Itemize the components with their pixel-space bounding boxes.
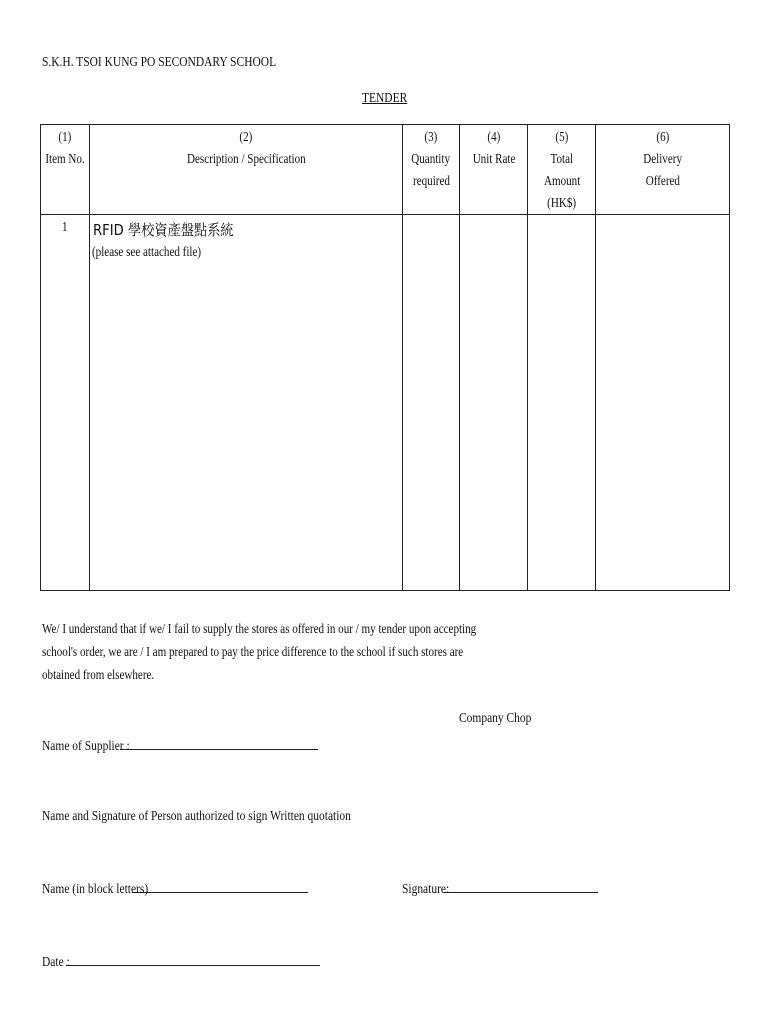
column-header-unit-rate: (4) Unit Rate xyxy=(460,125,528,215)
authorized-person-label: Name and Signature of Person authorized to sign Written quotation xyxy=(42,809,351,824)
column-header-item-no: (1) Item No. xyxy=(41,125,90,215)
column-header-quantity: (3) Quantity required xyxy=(402,125,460,215)
table-row xyxy=(41,215,730,591)
block-letters-input-line[interactable] xyxy=(132,880,308,893)
column-header-delivery: (6) Delivery Offered xyxy=(596,125,730,215)
school-name: S.K.H. TSOI KUNG PO SECONDARY SCHOOL xyxy=(42,55,277,70)
signature-field: Signature: xyxy=(402,880,598,898)
total-amount-cell[interactable] xyxy=(528,215,596,591)
company-chop-label: Company Chop xyxy=(459,711,532,726)
unit-rate-cell[interactable] xyxy=(460,215,528,591)
date-input-line[interactable] xyxy=(66,953,320,966)
delivery-cell[interactable] xyxy=(596,215,730,591)
quantity-cell[interactable] xyxy=(402,215,460,591)
item-number-cell: 1 xyxy=(41,215,90,591)
supplier-input-line[interactable] xyxy=(120,737,318,750)
block-letters-field: Name (in block letters) xyxy=(42,880,308,898)
document-title: TENDER xyxy=(362,91,408,106)
table-header-row xyxy=(41,125,730,215)
supplier-field: Name of Supplier : xyxy=(42,737,318,755)
item-note: (please see attached file) xyxy=(92,244,202,259)
declaration-text: We/ I understand that if we/ I fail to supply the stores as offered in our / my tender upon accepting school's order, we are / I am prepared to pay the price difference to the school if such stores are obtained from elsewhere. xyxy=(42,621,477,682)
item-description: RFID 學校資產盤點系統 xyxy=(93,221,234,239)
column-header-description: (2) Description / Specification xyxy=(90,125,403,215)
column-header-total-amount: (5) Total Amount (HK$) xyxy=(528,125,596,215)
signature-input-line[interactable] xyxy=(444,880,598,893)
date-field: Date : xyxy=(42,953,320,971)
description-cell xyxy=(90,215,403,591)
tender-table xyxy=(40,124,730,591)
